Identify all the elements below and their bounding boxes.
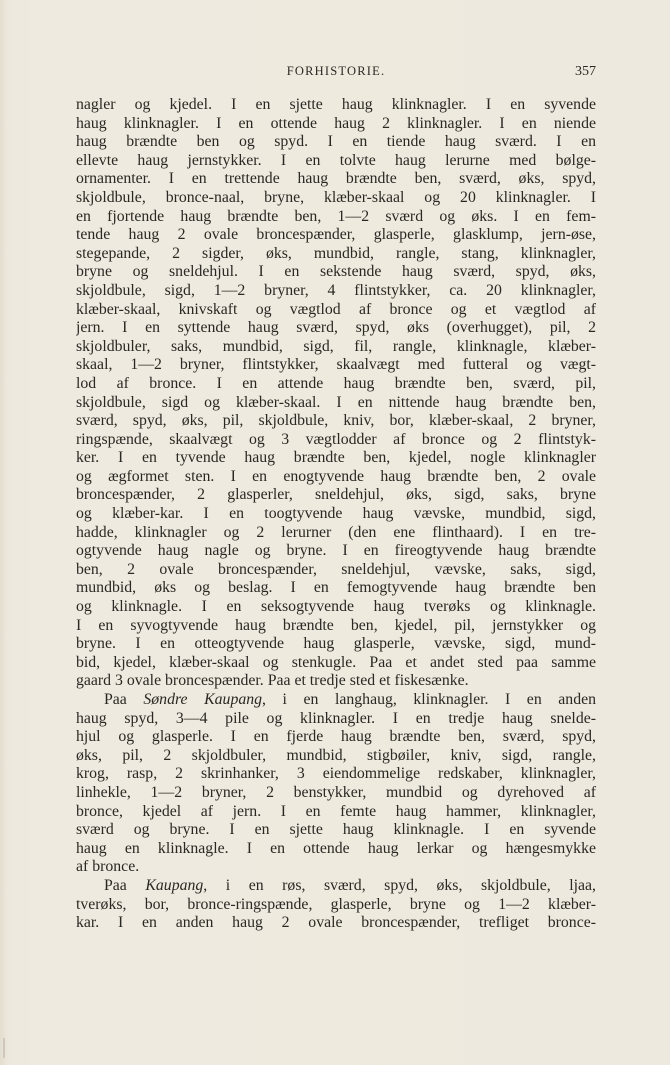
text-line-content: sværd og bryne. I en sjette haug klinknagle. I en syvende (76, 821, 596, 839)
text-line (76, 208, 596, 227)
text-line-content: lod af bronce. I en attende haug brændte ben, sværd, pil, (76, 374, 596, 392)
text-line-content: haug en klinknagle. I en ottende haug lerkar og hængesmykke (76, 839, 596, 857)
text-line-content: skjoldbule, sigd, 1—2 bryner, 4 flintstykker, ca. 20 klinknagler, (76, 281, 596, 299)
text-line-content: jern. I en syttende haug sværd, spyd, øks (overhugget), pil, 2 (76, 319, 596, 337)
text-line (76, 412, 596, 431)
text-line (76, 282, 596, 301)
text-line-content: sværd, spyd, øks, pil, skjoldbule, kniv, bor, klæber-skaal, 2 bryner, (76, 412, 596, 430)
text-line (76, 858, 596, 877)
text-line-content: linhekle, 1—2 bryner, 2 benstykker, mundbid og dyrehoved af (76, 783, 596, 801)
text-line (76, 598, 596, 617)
text-line (76, 524, 596, 543)
text-line-content: og klinknagle. I en seksogtyvende haug tverøks og klinknagle. (76, 598, 596, 616)
text-line-content: bid, kjedel, klæber-skaal og stenkugle. Paa et andet sted paa samme (76, 653, 596, 671)
text-line-content: skjoldbule, bronce-naal, bryne, klæber-skaal og 20 klinknagler. I (76, 188, 596, 206)
text-line-content: bryne og sneldehjul. I en sekstende haug sværd, spyd, øks, (76, 263, 596, 281)
text-line (76, 877, 596, 896)
text-line (76, 245, 596, 264)
text-line (76, 263, 596, 282)
text-line-content: skjoldbuler, saks, mundbid, sigd, fil, rangle, klinknagle, klæber- (76, 337, 596, 355)
text-line (76, 840, 596, 859)
text-line-content: skjoldbule, sigd og klæber-skaal. I en nittende haug brændte ben, (76, 393, 596, 411)
text-line (76, 394, 596, 413)
text-line (76, 765, 596, 784)
text-line-content: en fjortende haug brændte ben, 1—2 sværd og øks. I en fem- (76, 207, 596, 225)
text-line (76, 728, 596, 747)
text-line-content: skaal, 1—2 bryner, flintstykker, skaalvægt med futteral og vægt- (76, 356, 596, 374)
text-line-content: ogtyvende haug nagle og bryne. I en fireogtyvende haug brændte (76, 542, 596, 560)
text-line (76, 803, 596, 822)
text-line-lead: Paa (104, 691, 144, 708)
text-line-content: og klæber-kar. I en toogtyvende haug vævske, mundbid, sigd, (76, 505, 596, 523)
text-line-content: mundbid, øks og beslag. I en femogtyvende haug brændte ben (76, 579, 596, 597)
text-line (76, 710, 596, 729)
text-line (76, 189, 596, 208)
text-line-content: hadde, klinknagler og 2 lerurner (den ene flinthaard). I en tre- (76, 523, 596, 541)
page-number: 357 (575, 64, 596, 79)
text-line (76, 96, 596, 115)
text-line-content: haug klinknagler. I en ottende haug 2 klinknagler. I en niende (76, 114, 596, 132)
text-line-content: haug spyd, 3—4 pile og klinknagler. I en tredje haug snelde- (76, 709, 596, 727)
text-line (76, 542, 596, 561)
text-line-content: ringspænde, skaalvægt og 3 vægtlodder af bronce og 2 flintstyk- (76, 430, 596, 448)
text-line-content: ker. I en tyvende haug brændte ben, kjedel, nogle klinknagler (76, 449, 596, 467)
body-text (76, 96, 596, 933)
text-line (76, 784, 596, 803)
text-line (76, 821, 596, 840)
text-line-content: ellevte haug jernstykker. I en tolvte haug lerurne med bølge- (76, 151, 596, 169)
text-line (76, 152, 596, 171)
text-line (76, 486, 596, 505)
text-line (76, 375, 596, 394)
text-line (76, 170, 596, 189)
text-line-lead: Paa (104, 876, 146, 894)
text-line-content: broncespænder, 2 glasperler, sneldehjul, øks, sigd, saks, bryne (76, 486, 596, 504)
place-name: Søndre Kaupang (143, 691, 263, 708)
text-line (76, 691, 596, 710)
text-line-content: klæber-skaal, knivskaft og vægtlod af bronce og et vægtlod af (76, 300, 596, 318)
text-line-content: haug brændte ben og spyd. I en tiende haug sværd. I en (76, 133, 596, 151)
text-line (76, 672, 596, 691)
text-line (76, 654, 596, 673)
page-header (76, 64, 596, 82)
text-line-content: og ægformet sten. I en enogtyvende haug brændte ben, 2 ovale (76, 467, 596, 485)
text-line-content: hjul og glasperle. I en fjerde haug brændte ben, sværd, spyd, (76, 728, 596, 746)
text-line (76, 449, 596, 468)
text-line (76, 338, 596, 357)
text-line (76, 319, 596, 338)
text-line (76, 356, 596, 375)
text-line (76, 115, 596, 134)
text-line-content: bronce, kjedel af jern. I en femte haug hammer, klinknagler, (76, 802, 596, 820)
text-line (76, 431, 596, 450)
text-line (76, 226, 596, 245)
text-line (76, 579, 596, 598)
text-line (76, 133, 596, 152)
text-line-content: bryne. I en otteogtyvende haug glasperle, vævske, sigd, mund- (76, 635, 596, 653)
running-title: FORHISTORIE. (286, 64, 386, 78)
place-name: Kaupang (145, 876, 204, 894)
text-line (76, 896, 596, 915)
page-edge-mark (3, 1038, 5, 1058)
text-line-content: nagler og kjedel. I en sjette haug klinknagler. I en syvende (76, 96, 596, 113)
text-line-content: krog, rasp, 2 skrinhanker, 3 eiendommelige redskaber, klinknagler, (76, 765, 596, 783)
text-line (76, 635, 596, 654)
text-line-content: , i en røs, sværd, spyd, øks, skjoldbule, ljaa, (203, 876, 596, 894)
text-line (76, 914, 596, 933)
text-line-content: af bronce. (76, 858, 140, 876)
text-line (76, 561, 596, 580)
text-line-content: tverøks, bor, bronce-ringspænde, glasperle, bryne og 1—2 klæber- (76, 895, 596, 913)
text-line (76, 468, 596, 487)
text-line (76, 505, 596, 524)
text-line-content: ornamenter. I en trettende haug brændte ben, sværd, øks, spyd, (76, 170, 596, 188)
text-line-content: I en syvogtyvende haug brændte ben, kjedel, pil, jernstykker og (76, 616, 596, 634)
text-line-content: stegepande, 2 sigder, øks, mundbid, rangle, stang, klinknagler, (76, 244, 596, 262)
text-line-content: ben, 2 ovale broncespænder, sneldehjul, vævske, saks, sigd, (76, 560, 596, 578)
text-line (76, 747, 596, 766)
text-line-content: tende haug 2 ovale broncespænder, glasperle, glasklump, jern-øse, (76, 226, 596, 244)
text-line-content: kar. I en anden haug 2 ovale broncespænder, trefliget bronce- (76, 914, 596, 932)
text-line-content: øks, pil, 2 skjoldbuler, mundbid, stigbøiler, kniv, sigd, rangle, (76, 746, 596, 764)
text-line-content: , i en langhaug, klinknagler. I en anden (262, 691, 596, 708)
text-line-content: gaard 3 ovale broncespænder. Paa et tredje sted et fiskesænke. (76, 672, 469, 690)
text-line (76, 301, 596, 320)
text-line (76, 617, 596, 636)
